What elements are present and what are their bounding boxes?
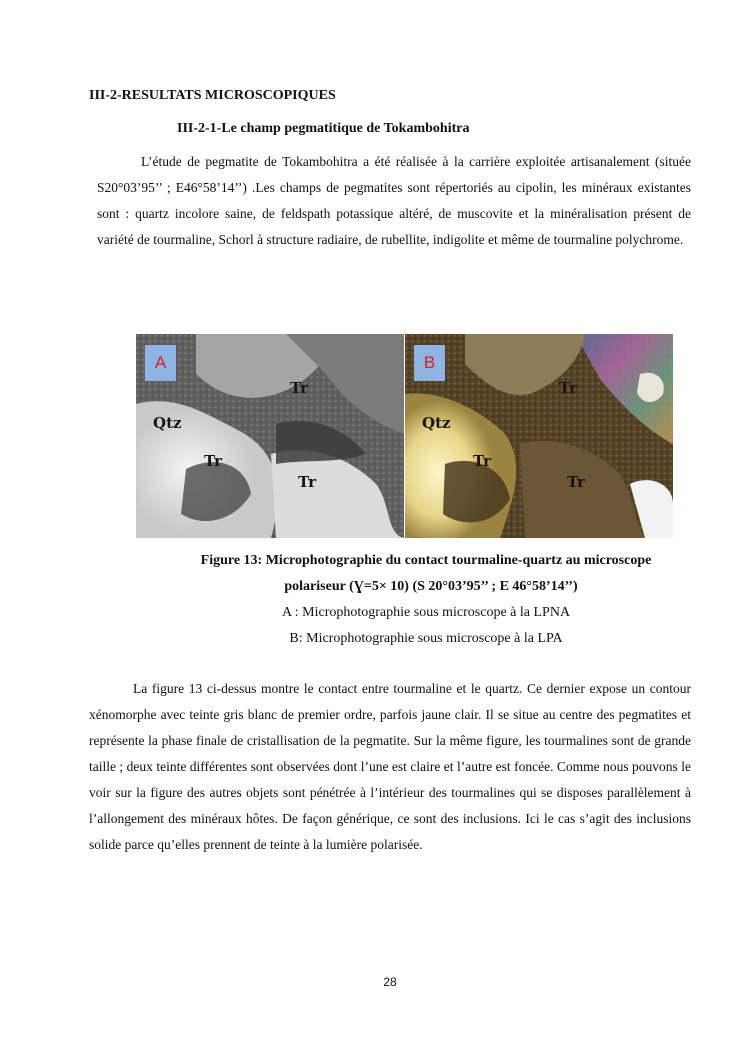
section-heading: III-2-RESULTATS MICROSCOPIQUES [89, 88, 336, 103]
micrograph-panel-a [136, 334, 404, 538]
discussion-paragraph: La figure 13 ci-dessus montre le contact entre tourmaline et le quartz. Ce dernier expose un contour xénomorphe avec teinte gris blanc de premier ordre, parfois jaune clair. Il se situe au centre des pegmatites et représente la phase finale de cristallisation de la pegmatite. Sur la même figure, les tourmalines sont de grande taille ; deux teinte différentes sont observées dont l’une est claire et l’autre est foncée. Comme nous pouvons le voir sur la figure des autres objets sont pénétrée à l’intérieur des tourmalines qui se disposes parallèlement à l’allongement des minéraux hôtes. De façon générique, ce sont des inclusions. Ici le cas s’agit des inclusions solide parce qu’elles prennent de teinte à la lumière polarisée. [89, 681, 691, 852]
panel-a-letter: A [145, 345, 176, 381]
label-qtz-a: Qtz [153, 414, 182, 432]
figure-caption-line2: polariseur (Ɣ=5× 10) (S 20°03’95’’ ; E 46°58’14’’) [284, 579, 578, 594]
figure-caption-line1: Figure 13: Microphotographie du contact tourmaline-quartz au microscope [200, 553, 652, 568]
micrograph-b-image [405, 334, 673, 538]
label-tr-top-b: Tr [559, 379, 577, 397]
label-tr-top-a: Tr [290, 379, 308, 397]
label-tr-left-a: Tr [204, 452, 222, 470]
micrograph-panel-b [405, 334, 673, 538]
label-qtz-b: Qtz [422, 414, 451, 432]
figure-caption-line3: A : Microphotographie sous microscope à la LPNA [281, 605, 571, 620]
subsection-heading: III-2-1-Le champ pegmatitique de Tokambohitra [177, 121, 470, 136]
label-tr-right-b: Tr [567, 473, 585, 491]
panel-b-letter: B [414, 345, 445, 381]
micrograph-a-image [136, 334, 404, 538]
page-number: 28 [383, 975, 397, 989]
label-tr-right-a: Tr [298, 473, 316, 491]
figure-caption-line4: B: Microphotographie sous microscope à la LPA [289, 631, 563, 646]
label-tr-left-b: Tr [473, 452, 491, 470]
intro-paragraph: L’étude de pegmatite de Tokambohitra a été réalisée à la carrière exploitée artisanalement (située S20°03’95’’ ; E46°58’14’’) .Les champs de pegmatites sont répertoriés au cipolin, les minéraux existantes sont : quartz incolore saine, de feldspath potassique altéré, de muscovite et la minéralisation présent de variété de tourmaline, Schorl à structure radiaire, de rubellite, indigolite et même de tourmaline polychrome. [97, 154, 691, 247]
figure-13 [136, 334, 673, 538]
